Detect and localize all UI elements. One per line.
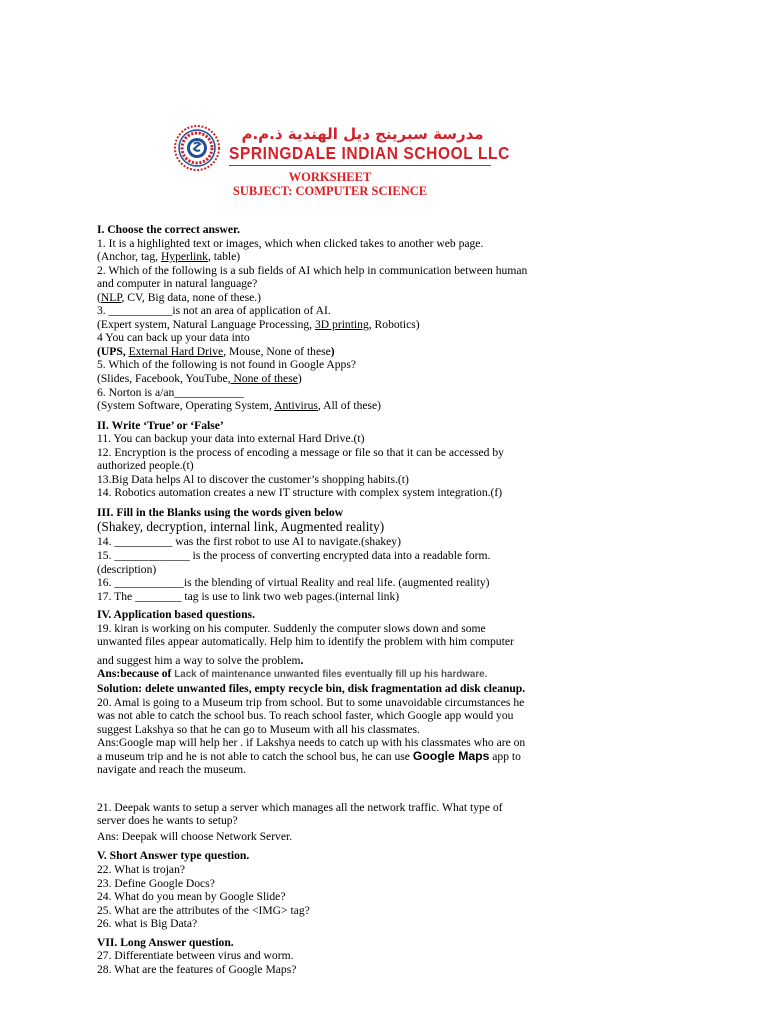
question-19-line-3 <box>97 654 567 668</box>
correct-answer: None of these <box>230 372 298 386</box>
section-heading-2: II. Write ‘True’ or ‘False’ <box>97 418 224 432</box>
option-text: (Anchor, tag, <box>97 250 161 264</box>
fill-question-17: 17. The ________ tag is use to link two web pages.(internal link) <box>97 589 400 603</box>
school-header <box>170 118 510 178</box>
question-11: 11. You can backup your data into external Hard Drive.(t) <box>97 432 365 446</box>
word-bank: (Shakey, decryption, internal link, Augmented reality) <box>97 519 385 535</box>
fill-question-15-line-1: 15. _____________ is the process of converting encrypted data into a readable form. <box>97 549 491 563</box>
worksheet-content <box>97 223 567 976</box>
option-text: , All of these) <box>317 399 382 413</box>
question-19-line-1: 19. kiran is working on his computer. Suddenly the computer slows down and some <box>97 621 486 635</box>
section-heading-1: I. Choose the correct answer. <box>97 223 240 236</box>
solution-19: Solution: delete unwanted files, empty recycle bin, disk fragmentation ad disk cleanup. <box>97 681 526 695</box>
question-27: 27. Differentiate between virus and worm. <box>97 949 294 963</box>
option-text: (UPS, <box>97 344 129 358</box>
question-20-line-1: 20. Amal is going to a Museum trip from school. But to some unavoidable circumstances he <box>97 695 525 709</box>
question-12-line-1: 12. Encryption is the process of encoding a message or file so that it can be accessed by <box>97 445 504 459</box>
answer-20-line-2 <box>97 750 567 764</box>
option-text: , Robotics) <box>368 317 420 331</box>
answer-20-line-3: navigate and reach the museum. <box>97 763 247 777</box>
question-12-line-2: authorized people.(t) <box>97 459 194 473</box>
fill-question-16: 16. ____________is the blending of virtual Reality and real life. (augmented reality) <box>97 576 490 590</box>
question-20-line-2: was not able to catch the school bus. To reach school faster, which Google app would you <box>97 709 514 723</box>
correct-answer: NLP <box>100 290 122 304</box>
school-name: SPRINGDALE INDIAN SCHOOL LLC <box>229 144 510 164</box>
worksheet-title-block <box>0 170 660 198</box>
question-28: 28. What are the features of Google Maps? <box>97 962 297 976</box>
section-heading-3: III. Fill in the Blanks using the words given below <box>97 505 344 519</box>
spacer <box>97 777 567 801</box>
punctuation: . <box>300 653 304 667</box>
question-4-options <box>97 345 567 359</box>
option-text: , CV, Big data, none of these.) <box>121 290 262 304</box>
question-2-line-1: 2. Which of the following is a sub fields of AI which help in communication between human <box>97 263 528 277</box>
question-3-options <box>97 318 567 332</box>
answer-label: Ans:because of <box>97 667 175 681</box>
question-text: and suggest him a way to solve the problem <box>97 653 301 667</box>
option-text: (Slides, Facebook, YouTube, <box>97 372 231 386</box>
question-13: 13.Big Data helps Al to discover the customer’s shopping habits.(t) <box>97 472 409 486</box>
question-23: 23. Define Google Docs? <box>97 876 215 890</box>
answer-19 <box>97 667 567 682</box>
question-1: 1. It is a highlighted text or images, which when clicked takes to another web page. <box>97 236 484 250</box>
school-name-arabic: مدرسة سبرينج ديل الهندية ذ.م.م <box>241 125 484 143</box>
question-25: 25. What are the attributes of the <IMG> tag? <box>97 903 310 917</box>
option-text: ) <box>297 372 302 386</box>
header-divider <box>229 165 491 166</box>
correct-answer: Hyperlink <box>160 250 208 264</box>
answer-highlight: Google Maps <box>412 748 490 763</box>
option-text: , table) <box>207 250 241 264</box>
section-heading-4: IV. Application based questions. <box>97 608 255 622</box>
question-1-options <box>97 250 567 264</box>
option-text: ) <box>330 344 335 358</box>
question-5: 5. Which of the following is not found in Google Apps? <box>97 358 357 372</box>
option-text: ( <box>97 290 101 304</box>
worksheet-title: WORKSHEET <box>288 170 372 184</box>
answer-text: a museum trip and he is not able to catch the school bus, he can use <box>97 749 413 763</box>
question-6: 6. Norton is a/an____________ <box>97 385 244 399</box>
answer-text: Lack of maintenance unwanted files eventually fill up his hardware. <box>174 669 488 681</box>
question-5-options <box>97 372 567 386</box>
school-logo-icon <box>173 124 221 172</box>
question-22: 22. What is trojan? <box>97 862 186 876</box>
option-text: (Expert system, Natural Language Processing, <box>97 317 315 331</box>
question-26: 26. what is Big Data? <box>97 917 198 931</box>
correct-answer: 3D printing <box>314 317 369 331</box>
question-4: 4 You can back up your data into <box>97 331 250 345</box>
option-text: , Mouse, None of these <box>223 344 331 358</box>
subject-title: SUBJECT: COMPUTER SCIENCE <box>232 184 428 198</box>
question-14: 14. Robotics automation creates a new IT structure with complex system integration.(f) <box>97 486 503 500</box>
question-2-options <box>97 291 567 305</box>
question-20-line-3: suggest Lakshya so that he can go to Museum with all his classmates. <box>97 722 420 736</box>
question-6-options <box>97 399 567 413</box>
question-21-line-1: 21. Deepak wants to setup a server which manages all the network traffic. What type of <box>97 800 503 814</box>
option-text: (System Software, Operating System, <box>97 399 275 413</box>
answer-21: Ans: Deepak will choose Network Server. <box>97 829 293 843</box>
section-heading-7: VII. Long Answer question. <box>97 935 234 949</box>
section-heading-5: V. Short Answer type question. <box>97 849 250 863</box>
correct-answer: Antivirus <box>274 399 318 413</box>
answer-20-line-1: Ans:Google map will help her . if Lakshya needs to catch up with his classmates who are on <box>97 736 526 750</box>
question-19-line-2: unwanted files appear automatically. Help him to identify the problem with him computer <box>97 635 514 649</box>
fill-question-14: 14. __________ was the first robot to use AI to navigate.(shakey) <box>97 535 401 549</box>
fill-question-15-line-2: (description) <box>97 562 157 576</box>
question-24: 24. What do you mean by Google Slide? <box>97 890 286 904</box>
question-2-line-2: and computer in natural language? <box>97 277 258 291</box>
question-3: 3. ___________is not an area of application of AI. <box>97 304 331 318</box>
answer-text: app to <box>489 749 521 763</box>
question-21-line-2: server does he wants to setup? <box>97 814 238 828</box>
correct-answer: External Hard Drive <box>128 344 224 358</box>
